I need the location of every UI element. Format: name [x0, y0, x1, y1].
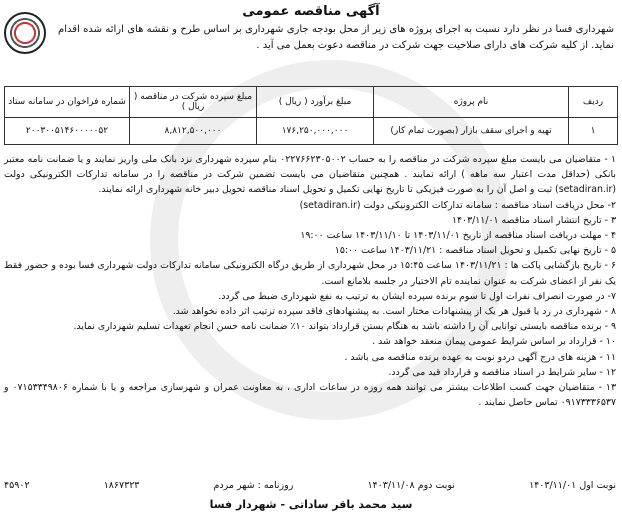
header-call-number: شماره فراخوان در سامانه ستاد	[5, 87, 130, 118]
header-project-name: نام پروژه	[374, 87, 569, 118]
conditions-list	[4, 152, 616, 410]
condition-item: ۱۱ - هزینه های درج آگهی دردو نوبت به عهده برنده مناقصه می باشد .	[344, 351, 616, 363]
header-deposit: مبلغ سپرده شرکت در مناقصه ( ریال )	[130, 87, 257, 118]
header-row-number: ردیف	[569, 87, 618, 118]
mayor-signature: سید محمد باقر ساداتی - شهردار فسا	[209, 498, 413, 511]
second-print-date: نوبت دوم ۱۴۰۳/۱۱/۰۸	[367, 480, 455, 491]
condition-item: ۴ - مهلت دریافت اسناد مناقصه از تاریخ ۱۴۰۳/۱۱/۰۱ تا ۱۴۰۳/۱۱/۱۰ ساعت ۱۹:۰۰	[300, 230, 616, 242]
cell-project-name: تهیه و اجرای سقف بازار (بصورت تمام کار)	[374, 118, 569, 145]
ad-code-a: ۱۸۶۷۳۲۳	[103, 480, 140, 491]
publication-info	[4, 480, 616, 494]
cell-call-number: ۲۰۰۳۰۰۵۱۴۶۰۰۰۰۰۵۲	[5, 118, 130, 145]
condition-item: ۱۲ - سایر شرایط در اسناد مناقصه و قرارداد قید می گردد.	[388, 366, 616, 378]
header-estimate: مبلغ برآورد ( ریال )	[257, 87, 374, 118]
condition-item: ۳ - تاریخ انتشار اسناد مناقصه ۱۴۰۳/۱۱/۰۱	[451, 214, 616, 226]
table-row	[5, 118, 618, 145]
condition-item: ۶ - تاریخ بازگشایی پاکت ها : ۱۴۰۳/۱۱/۲۱ ساعت ۱۵:۴۵ در محل شهرداری از طریق درگاه الکترونیکی سامانه تدارکات دولت شهرداری فسا بوده و حضور فقط یک نفر از اعضای شرکت به عنوان نماینده تام الاختیار در جلسه بلامانع است.	[4, 260, 616, 287]
cell-row-number: ۱	[569, 118, 618, 145]
cell-estimate: ۱۷۶,۲۵۰,۰۰۰,۰۰۰	[257, 118, 374, 145]
condition-item: ۹ - برنده مناقصه بایستی توانایی آن را داشته باشد به هنگام بستن قرارداد بتواند ۱۰٪ ضمانت نامه حسن انجام تعهدات تسلیم شهرداری نماید.	[73, 321, 616, 333]
first-print-date: نوبت اول ۱۴۰۳/۱۱/۰۱	[529, 480, 616, 491]
table-header-row	[5, 87, 618, 118]
newspaper-name: روزنامه : شهر مردم	[213, 480, 294, 491]
condition-item: ۱۰ - قرارداد بر اساس شرایط عمومی پیمان منعقد خواهد شد .	[372, 336, 616, 348]
condition-item: ۱۳ - متقاضیان جهت کسب اطلاعات بیشتر می توانند همه روزه در ساعات اداری ، به معاونت عمران و شهرسازی مراجعه و یا با شماره ۰۷۱۵۳۳۴۹۸۰۶ و ۰۹۱۷۳۳۳۶۵۳۷ تماس حاصل نمایند .	[4, 382, 616, 409]
notice-intro: شهرداری فسا در نظر دارد نسبت به اجرای پروژه های زیر از محل بودجه جاری شهرداری بر اساس طرح و نقشه های ارائه شده اقدام نماید. از کلیه شرکت های دارای صلاحیت جهت شرکت در مناقصه دعوت بعمل می آید .	[58, 24, 614, 51]
condition-item: ۲- محل دریافت اسناد مناقصه : سامانه تدارکات الکترونیکی دولت (setadiran.ir)	[299, 199, 616, 211]
ad-code-b: ۴۵۹۰۲	[4, 480, 30, 491]
cell-deposit: ۸,۸۱۲,۵۰۰,۰۰۰	[130, 118, 257, 145]
condition-item: ۵ - تاریخ نهایی تکمیل و تحویل اسناد مناقصه : ۱۴۰۳/۱۱/۲۱ ساعت ۱۵:۰۰	[334, 245, 616, 257]
condition-item: ۱ - متقاضیان می بایست مبلغ سپرده شرکت در مناقصه را به حساب ۰۲۲۷۶۶۲۳۰۵۰۰۲ بنام سپرده شهرداری نزد بانک ملی واریز نمایند و یا ضمانت نامه معتبر بانکی (حداقل مدت اعتبار سه ماهه ) ارائه نمایند . همچنین متقاضیان می بایست تضمین شرکت در مناقصه را در سامانه تدارکات الکترونیکی دولت (setadiran.ir) ثبت و اصل آن را به صورت فیزیکی تا تاریخ نهایی تکمیل و تحویل اسناد مناقصه تحویل دبیر خانه شهرداری ارائه نمایند.	[4, 154, 617, 196]
condition-item: ۸ - شهرداری در رد یا قبول هر یک از پیشنهادات مختار است. به پیشنهادهای فاقد سپرده ترتیب اثر داده نخواهد شد.	[172, 306, 616, 318]
condition-item: ۷- در صورت انصراف نفرات اول تا سوم برنده سپرده ایشان به ترتیب به نفع شهرداری ضبط می گردد.	[218, 290, 616, 302]
tender-table	[4, 86, 618, 145]
notice-title: آگهی مناقصه عمومی	[242, 4, 380, 19]
